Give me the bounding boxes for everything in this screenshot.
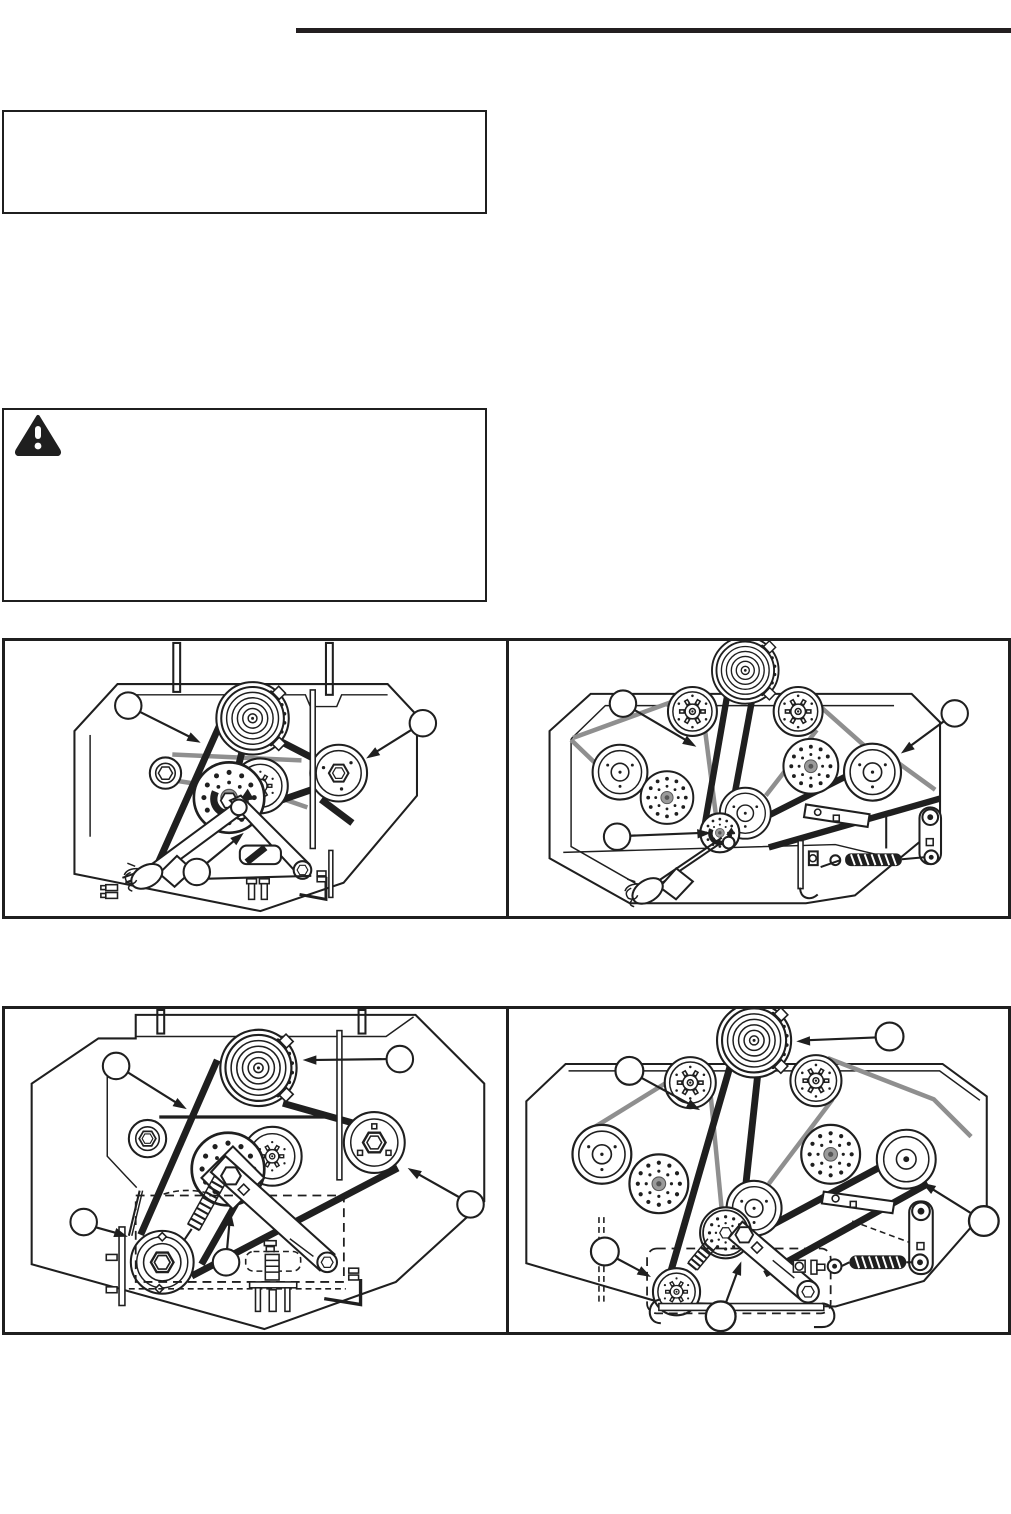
left-blade-spindle <box>593 745 648 800</box>
left-blade-spindle <box>572 1125 631 1184</box>
idler-pulley-left <box>668 687 717 736</box>
electric-clutch-pulley <box>220 1030 296 1106</box>
warning-triangle-icon <box>14 414 62 456</box>
electric-clutch-pulley <box>712 641 779 704</box>
figure-2-belt-diagrams <box>2 1006 1011 1335</box>
figure-1-left-deck-diagram <box>5 641 506 916</box>
figure-2-right-deck-diagram <box>509 1009 1008 1332</box>
callout-3 <box>591 1238 653 1282</box>
callout-2 <box>898 700 968 757</box>
warning-box <box>2 408 487 602</box>
left-idler-pulley <box>129 1120 166 1157</box>
right-center-spindle <box>783 739 838 794</box>
page-top-rule <box>296 28 1011 33</box>
callout-2 <box>303 1046 413 1073</box>
idler-pulley-right <box>790 1055 841 1106</box>
right-idler-pulley <box>344 1112 405 1173</box>
callout-4 <box>70 1209 129 1241</box>
callout-1 <box>115 692 203 747</box>
left-center-spindle <box>641 771 694 824</box>
right-idler-pulley <box>310 745 367 802</box>
callout-2 <box>364 710 436 762</box>
tension-link <box>919 807 941 864</box>
left-idler-pulley <box>150 757 181 788</box>
idler-arm-plate <box>804 804 870 827</box>
callout-3 <box>405 1164 484 1218</box>
idler-pulley-right <box>774 687 823 736</box>
figure-1-right-deck-diagram <box>509 641 1008 916</box>
belt-guard-bar <box>337 1031 342 1180</box>
electric-clutch-pulley <box>216 682 288 754</box>
callout-3 <box>604 824 711 850</box>
callout-1 <box>103 1053 189 1113</box>
tension-spring <box>793 1255 913 1274</box>
right-blade-spindle <box>844 744 901 801</box>
callout-4 <box>706 1260 746 1331</box>
idler-arm-plate <box>822 1192 895 1214</box>
figure-1-belt-diagrams <box>2 638 1011 919</box>
right-blade-spindle <box>877 1130 936 1189</box>
left-center-spindle <box>629 1154 688 1213</box>
belt-slot <box>240 846 281 865</box>
deck-hardware <box>204 876 312 899</box>
callout-1 <box>796 1023 903 1051</box>
right-center-spindle <box>801 1125 860 1184</box>
electric-clutch-pulley <box>717 1009 791 1077</box>
figure-2-left-deck-diagram <box>5 1009 506 1332</box>
tension-spring <box>809 851 924 867</box>
right-bottom-hardware <box>324 1268 360 1304</box>
note-box <box>2 110 487 214</box>
